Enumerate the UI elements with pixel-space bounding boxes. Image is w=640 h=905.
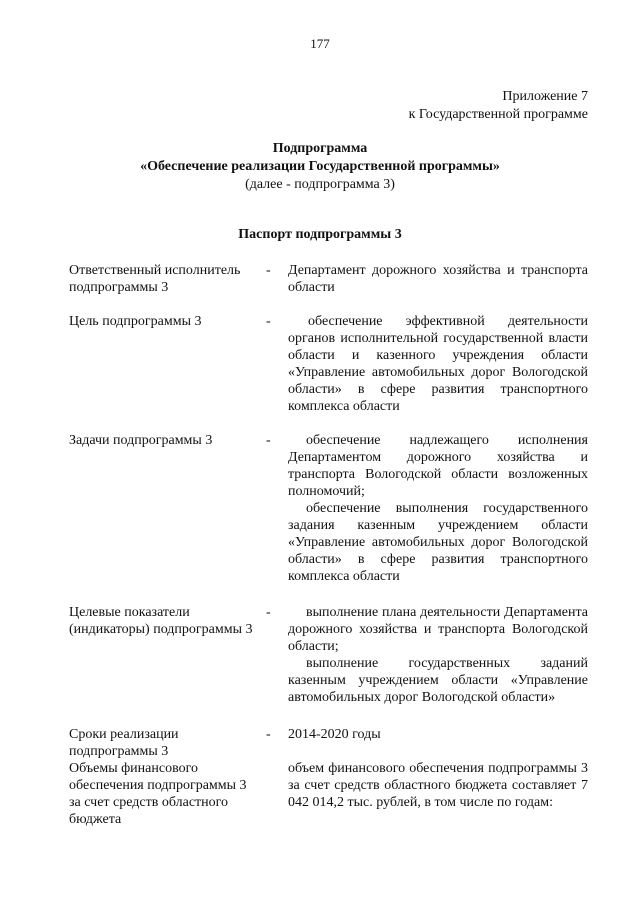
row-dash: - <box>266 263 271 278</box>
paragraph: объем финансового обеспечения подпрограммы 3 за счет средств областного бюджета составляет 7 042 014,2 тыс. рублей, в том числе по годам: <box>288 761 588 810</box>
paragraph: 2014-2020 годы <box>288 727 381 742</box>
row-dash: - <box>266 605 271 620</box>
row-dash: - <box>266 433 271 448</box>
heading-line-2: «Обеспечение реализации Государственной программы» <box>140 159 500 174</box>
paragraph: выполнение государственных заданий казенным учреждением области «Управление автомобильных дорог Вологодской области» <box>288 656 588 705</box>
row-value-indicators <box>288 604 588 706</box>
paragraph: обеспечение эффективной деятельности органов исполнительной государственной власти области и казенного учреждения области «Управление автомобильных дорог Вологодской области» в сфере развития транспортного комплекса области <box>288 314 588 414</box>
row-label-terms: Сроки реализации подпрограммы 3 <box>69 727 179 759</box>
row-label-funding: Объемы финансового обеспечения подпрограммы 3 за счет средств областного бюджета <box>69 761 247 827</box>
row-value-tasks <box>288 432 588 585</box>
paragraph: обеспечение выполнения государственного задания казенным учреждением области «Управление автомобильных дорог Вологодской области» в сфере развития транспортного комплекса области <box>288 501 588 584</box>
row-value-responsible <box>288 262 588 296</box>
row-value-goal <box>288 313 588 415</box>
paragraph: обеспечение надлежащего исполнения Департаментом дорожного хозяйства и транспорта Вологодской области возложенных полномочий; <box>288 433 588 499</box>
row-label-indicators: Целевые показатели (индикаторы) подпрограммы 3 <box>69 605 253 637</box>
page-number: 177 <box>310 36 330 51</box>
subprogram-heading <box>0 140 640 194</box>
row-label-responsible: Ответственный исполнитель подпрограммы 3 <box>69 263 241 295</box>
appendix-line-2: к Государственной программе <box>408 107 588 122</box>
paragraph: Департамент дорожного хозяйства и транспорта области <box>288 263 588 295</box>
heading-line-3: (далее - подпрограмма 3) <box>245 177 395 192</box>
appendix-line-1: Приложение 7 <box>502 89 588 104</box>
row-label-tasks: Задачи подпрограммы 3 <box>69 433 213 448</box>
passport-title: Паспорт подпрограммы 3 <box>238 227 402 242</box>
row-value-funding <box>288 760 588 811</box>
paragraph: выполнение плана деятельности Департамента дорожного хозяйства и транспорта Вологодской области; <box>288 605 588 654</box>
row-dash: - <box>266 727 271 742</box>
heading-line-1: Подпрограмма <box>272 141 368 156</box>
row-value-terms <box>288 726 588 743</box>
appendix-label <box>409 88 588 124</box>
row-dash: - <box>266 314 271 329</box>
row-label-goal: Цель подпрограммы 3 <box>69 314 202 329</box>
